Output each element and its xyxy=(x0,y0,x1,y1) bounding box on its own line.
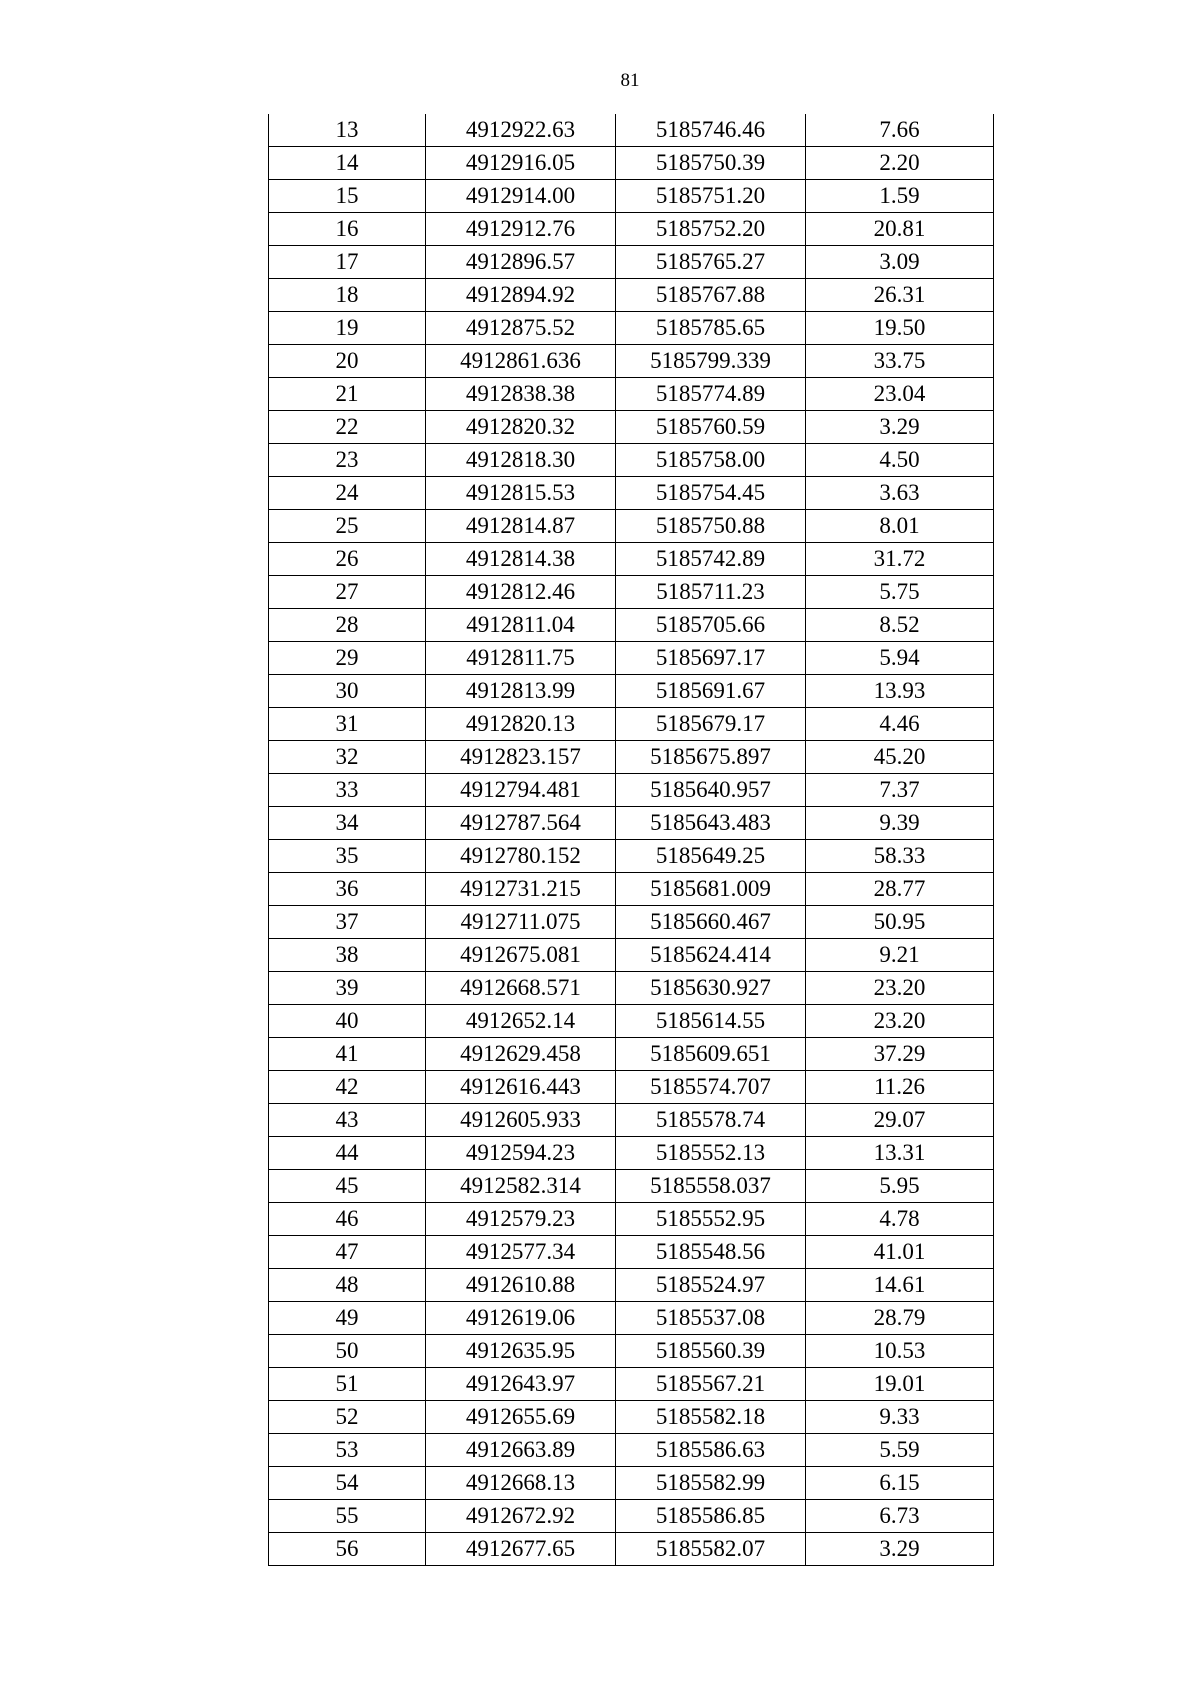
y-coordinate-cell: 5185751.20 xyxy=(616,180,806,213)
y-coordinate-cell: 5185578.74 xyxy=(616,1104,806,1137)
distance-cell: 8.01 xyxy=(806,510,994,543)
y-coordinate-cell: 5185574.707 xyxy=(616,1071,806,1104)
point-number-cell: 15 xyxy=(269,180,426,213)
table-row xyxy=(269,1533,994,1566)
distance-cell: 31.72 xyxy=(806,543,994,576)
table-row xyxy=(269,1137,994,1170)
point-number-cell: 46 xyxy=(269,1203,426,1236)
distance-cell: 10.53 xyxy=(806,1335,994,1368)
x-coordinate-cell: 4912780.152 xyxy=(426,840,616,873)
table-row xyxy=(269,477,994,510)
distance-cell: 7.66 xyxy=(806,114,994,147)
table-row xyxy=(269,774,994,807)
distance-cell: 19.50 xyxy=(806,312,994,345)
y-coordinate-cell: 5185537.08 xyxy=(616,1302,806,1335)
point-number-cell: 20 xyxy=(269,345,426,378)
point-number-cell: 27 xyxy=(269,576,426,609)
distance-cell: 9.39 xyxy=(806,807,994,840)
distance-cell: 19.01 xyxy=(806,1368,994,1401)
point-number-cell: 48 xyxy=(269,1269,426,1302)
y-coordinate-cell: 5185681.009 xyxy=(616,873,806,906)
y-coordinate-cell: 5185691.67 xyxy=(616,675,806,708)
table-row xyxy=(269,642,994,675)
table-row xyxy=(269,873,994,906)
y-coordinate-cell: 5185558.037 xyxy=(616,1170,806,1203)
point-number-cell: 36 xyxy=(269,873,426,906)
table-row xyxy=(269,147,994,180)
distance-cell: 5.59 xyxy=(806,1434,994,1467)
point-number-cell: 33 xyxy=(269,774,426,807)
x-coordinate-cell: 4912820.13 xyxy=(426,708,616,741)
x-coordinate-cell: 4912812.46 xyxy=(426,576,616,609)
x-coordinate-cell: 4912811.04 xyxy=(426,609,616,642)
table-row xyxy=(269,840,994,873)
point-number-cell: 17 xyxy=(269,246,426,279)
point-number-cell: 35 xyxy=(269,840,426,873)
point-number-cell: 14 xyxy=(269,147,426,180)
y-coordinate-cell: 5185750.39 xyxy=(616,147,806,180)
table-row xyxy=(269,807,994,840)
x-coordinate-cell: 4912894.92 xyxy=(426,279,616,312)
distance-cell: 6.15 xyxy=(806,1467,994,1500)
y-coordinate-cell: 5185799.339 xyxy=(616,345,806,378)
point-number-cell: 34 xyxy=(269,807,426,840)
y-coordinate-cell: 5185624.414 xyxy=(616,939,806,972)
table-row xyxy=(269,180,994,213)
distance-cell: 50.95 xyxy=(806,906,994,939)
point-number-cell: 54 xyxy=(269,1467,426,1500)
point-number-cell: 21 xyxy=(269,378,426,411)
y-coordinate-cell: 5185582.99 xyxy=(616,1467,806,1500)
distance-cell: 58.33 xyxy=(806,840,994,873)
table-row xyxy=(269,972,994,1005)
table-row xyxy=(269,1434,994,1467)
table-row xyxy=(269,378,994,411)
x-coordinate-cell: 4912577.34 xyxy=(426,1236,616,1269)
point-number-cell: 18 xyxy=(269,279,426,312)
table-row xyxy=(269,609,994,642)
table-row xyxy=(269,1104,994,1137)
coordinate-table xyxy=(268,114,994,1566)
point-number-cell: 19 xyxy=(269,312,426,345)
x-coordinate-cell: 4912814.38 xyxy=(426,543,616,576)
y-coordinate-cell: 5185697.17 xyxy=(616,642,806,675)
point-number-cell: 13 xyxy=(269,114,426,147)
y-coordinate-cell: 5185609.651 xyxy=(616,1038,806,1071)
distance-cell: 20.81 xyxy=(806,213,994,246)
x-coordinate-cell: 4912655.69 xyxy=(426,1401,616,1434)
y-coordinate-cell: 5185582.07 xyxy=(616,1533,806,1566)
x-coordinate-cell: 4912605.933 xyxy=(426,1104,616,1137)
table-row xyxy=(269,939,994,972)
y-coordinate-cell: 5185630.927 xyxy=(616,972,806,1005)
x-coordinate-cell: 4912818.30 xyxy=(426,444,616,477)
x-coordinate-cell: 4912668.13 xyxy=(426,1467,616,1500)
y-coordinate-cell: 5185524.97 xyxy=(616,1269,806,1302)
distance-cell: 9.33 xyxy=(806,1401,994,1434)
y-coordinate-cell: 5185675.897 xyxy=(616,741,806,774)
x-coordinate-cell: 4912875.52 xyxy=(426,312,616,345)
y-coordinate-cell: 5185586.63 xyxy=(616,1434,806,1467)
x-coordinate-cell: 4912677.65 xyxy=(426,1533,616,1566)
point-number-cell: 51 xyxy=(269,1368,426,1401)
y-coordinate-cell: 5185765.27 xyxy=(616,246,806,279)
point-number-cell: 40 xyxy=(269,1005,426,1038)
x-coordinate-cell: 4912811.75 xyxy=(426,642,616,675)
point-number-cell: 45 xyxy=(269,1170,426,1203)
x-coordinate-cell: 4912619.06 xyxy=(426,1302,616,1335)
y-coordinate-cell: 5185567.21 xyxy=(616,1368,806,1401)
table-row xyxy=(269,114,994,147)
y-coordinate-cell: 5185774.89 xyxy=(616,378,806,411)
y-coordinate-cell: 5185643.483 xyxy=(616,807,806,840)
x-coordinate-cell: 4912787.564 xyxy=(426,807,616,840)
x-coordinate-cell: 4912815.53 xyxy=(426,477,616,510)
table-row xyxy=(269,675,994,708)
distance-cell: 6.73 xyxy=(806,1500,994,1533)
point-number-cell: 26 xyxy=(269,543,426,576)
y-coordinate-cell: 5185711.23 xyxy=(616,576,806,609)
point-number-cell: 30 xyxy=(269,675,426,708)
table-row xyxy=(269,1236,994,1269)
distance-cell: 13.31 xyxy=(806,1137,994,1170)
point-number-cell: 47 xyxy=(269,1236,426,1269)
x-coordinate-cell: 4912629.458 xyxy=(426,1038,616,1071)
table-row xyxy=(269,411,994,444)
table-row xyxy=(269,444,994,477)
x-coordinate-cell: 4912610.88 xyxy=(426,1269,616,1302)
x-coordinate-cell: 4912711.075 xyxy=(426,906,616,939)
x-coordinate-cell: 4912616.443 xyxy=(426,1071,616,1104)
x-coordinate-cell: 4912823.157 xyxy=(426,741,616,774)
x-coordinate-cell: 4912582.314 xyxy=(426,1170,616,1203)
table-row xyxy=(269,1401,994,1434)
distance-cell: 3.29 xyxy=(806,1533,994,1566)
point-number-cell: 49 xyxy=(269,1302,426,1335)
y-coordinate-cell: 5185760.59 xyxy=(616,411,806,444)
x-coordinate-cell: 4912916.05 xyxy=(426,147,616,180)
y-coordinate-cell: 5185552.95 xyxy=(616,1203,806,1236)
distance-cell: 3.29 xyxy=(806,411,994,444)
point-number-cell: 38 xyxy=(269,939,426,972)
distance-cell: 7.37 xyxy=(806,774,994,807)
point-number-cell: 24 xyxy=(269,477,426,510)
y-coordinate-cell: 5185752.20 xyxy=(616,213,806,246)
point-number-cell: 29 xyxy=(269,642,426,675)
distance-cell: 9.21 xyxy=(806,939,994,972)
distance-cell: 11.26 xyxy=(806,1071,994,1104)
y-coordinate-cell: 5185660.467 xyxy=(616,906,806,939)
table-row xyxy=(269,906,994,939)
distance-cell: 5.75 xyxy=(806,576,994,609)
x-coordinate-cell: 4912861.636 xyxy=(426,345,616,378)
table-row xyxy=(269,279,994,312)
point-number-cell: 42 xyxy=(269,1071,426,1104)
distance-cell: 5.95 xyxy=(806,1170,994,1203)
table-row xyxy=(269,543,994,576)
x-coordinate-cell: 4912635.95 xyxy=(426,1335,616,1368)
point-number-cell: 55 xyxy=(269,1500,426,1533)
y-coordinate-cell: 5185785.65 xyxy=(616,312,806,345)
table-body xyxy=(269,114,994,1566)
distance-cell: 4.46 xyxy=(806,708,994,741)
y-coordinate-cell: 5185614.55 xyxy=(616,1005,806,1038)
x-coordinate-cell: 4912922.63 xyxy=(426,114,616,147)
x-coordinate-cell: 4912675.081 xyxy=(426,939,616,972)
point-number-cell: 50 xyxy=(269,1335,426,1368)
table-row xyxy=(269,345,994,378)
point-number-cell: 41 xyxy=(269,1038,426,1071)
y-coordinate-cell: 5185582.18 xyxy=(616,1401,806,1434)
y-coordinate-cell: 5185552.13 xyxy=(616,1137,806,1170)
y-coordinate-cell: 5185742.89 xyxy=(616,543,806,576)
distance-cell: 33.75 xyxy=(806,345,994,378)
point-number-cell: 23 xyxy=(269,444,426,477)
x-coordinate-cell: 4912820.32 xyxy=(426,411,616,444)
distance-cell: 41.01 xyxy=(806,1236,994,1269)
point-number-cell: 28 xyxy=(269,609,426,642)
page-number: 81 xyxy=(620,70,640,91)
distance-cell: 1.59 xyxy=(806,180,994,213)
x-coordinate-cell: 4912912.76 xyxy=(426,213,616,246)
x-coordinate-cell: 4912672.92 xyxy=(426,1500,616,1533)
table-row xyxy=(269,213,994,246)
y-coordinate-cell: 5185560.39 xyxy=(616,1335,806,1368)
point-number-cell: 39 xyxy=(269,972,426,1005)
table-row xyxy=(269,1203,994,1236)
y-coordinate-cell: 5185679.17 xyxy=(616,708,806,741)
y-coordinate-cell: 5185746.46 xyxy=(616,114,806,147)
distance-cell: 37.29 xyxy=(806,1038,994,1071)
distance-cell: 13.93 xyxy=(806,675,994,708)
x-coordinate-cell: 4912794.481 xyxy=(426,774,616,807)
y-coordinate-cell: 5185754.45 xyxy=(616,477,806,510)
y-coordinate-cell: 5185758.00 xyxy=(616,444,806,477)
distance-cell: 45.20 xyxy=(806,741,994,774)
point-number-cell: 22 xyxy=(269,411,426,444)
distance-cell: 3.63 xyxy=(806,477,994,510)
table-row xyxy=(269,510,994,543)
table-row xyxy=(269,1467,994,1500)
table-row xyxy=(269,1368,994,1401)
y-coordinate-cell: 5185750.88 xyxy=(616,510,806,543)
table-row xyxy=(269,1071,994,1104)
distance-cell: 4.50 xyxy=(806,444,994,477)
distance-cell: 23.20 xyxy=(806,1005,994,1038)
table-row xyxy=(269,1500,994,1533)
y-coordinate-cell: 5185649.25 xyxy=(616,840,806,873)
distance-cell: 28.79 xyxy=(806,1302,994,1335)
x-coordinate-cell: 4912663.89 xyxy=(426,1434,616,1467)
distance-cell: 29.07 xyxy=(806,1104,994,1137)
distance-cell: 3.09 xyxy=(806,246,994,279)
table-row xyxy=(269,741,994,774)
table-row xyxy=(269,1269,994,1302)
point-number-cell: 52 xyxy=(269,1401,426,1434)
point-number-cell: 43 xyxy=(269,1104,426,1137)
distance-cell: 5.94 xyxy=(806,642,994,675)
x-coordinate-cell: 4912813.99 xyxy=(426,675,616,708)
point-number-cell: 25 xyxy=(269,510,426,543)
point-number-cell: 37 xyxy=(269,906,426,939)
x-coordinate-cell: 4912579.23 xyxy=(426,1203,616,1236)
distance-cell: 8.52 xyxy=(806,609,994,642)
x-coordinate-cell: 4912652.14 xyxy=(426,1005,616,1038)
distance-cell: 26.31 xyxy=(806,279,994,312)
point-number-cell: 56 xyxy=(269,1533,426,1566)
table-row xyxy=(269,1038,994,1071)
x-coordinate-cell: 4912914.00 xyxy=(426,180,616,213)
table-row xyxy=(269,1302,994,1335)
x-coordinate-cell: 4912896.57 xyxy=(426,246,616,279)
x-coordinate-cell: 4912814.87 xyxy=(426,510,616,543)
distance-cell: 23.04 xyxy=(806,378,994,411)
point-number-cell: 31 xyxy=(269,708,426,741)
table-row xyxy=(269,708,994,741)
y-coordinate-cell: 5185548.56 xyxy=(616,1236,806,1269)
table-row xyxy=(269,246,994,279)
distance-cell: 14.61 xyxy=(806,1269,994,1302)
x-coordinate-cell: 4912643.97 xyxy=(426,1368,616,1401)
table-row xyxy=(269,1170,994,1203)
x-coordinate-cell: 4912838.38 xyxy=(426,378,616,411)
x-coordinate-cell: 4912731.215 xyxy=(426,873,616,906)
table-row xyxy=(269,576,994,609)
x-coordinate-cell: 4912668.571 xyxy=(426,972,616,1005)
x-coordinate-cell: 4912594.23 xyxy=(426,1137,616,1170)
point-number-cell: 44 xyxy=(269,1137,426,1170)
point-number-cell: 32 xyxy=(269,741,426,774)
table-row xyxy=(269,312,994,345)
table-row xyxy=(269,1335,994,1368)
distance-cell: 2.20 xyxy=(806,147,994,180)
table-row xyxy=(269,1005,994,1038)
point-number-cell: 16 xyxy=(269,213,426,246)
y-coordinate-cell: 5185705.66 xyxy=(616,609,806,642)
y-coordinate-cell: 5185767.88 xyxy=(616,279,806,312)
y-coordinate-cell: 5185640.957 xyxy=(616,774,806,807)
distance-cell: 23.20 xyxy=(806,972,994,1005)
distance-cell: 28.77 xyxy=(806,873,994,906)
point-number-cell: 53 xyxy=(269,1434,426,1467)
y-coordinate-cell: 5185586.85 xyxy=(616,1500,806,1533)
distance-cell: 4.78 xyxy=(806,1203,994,1236)
